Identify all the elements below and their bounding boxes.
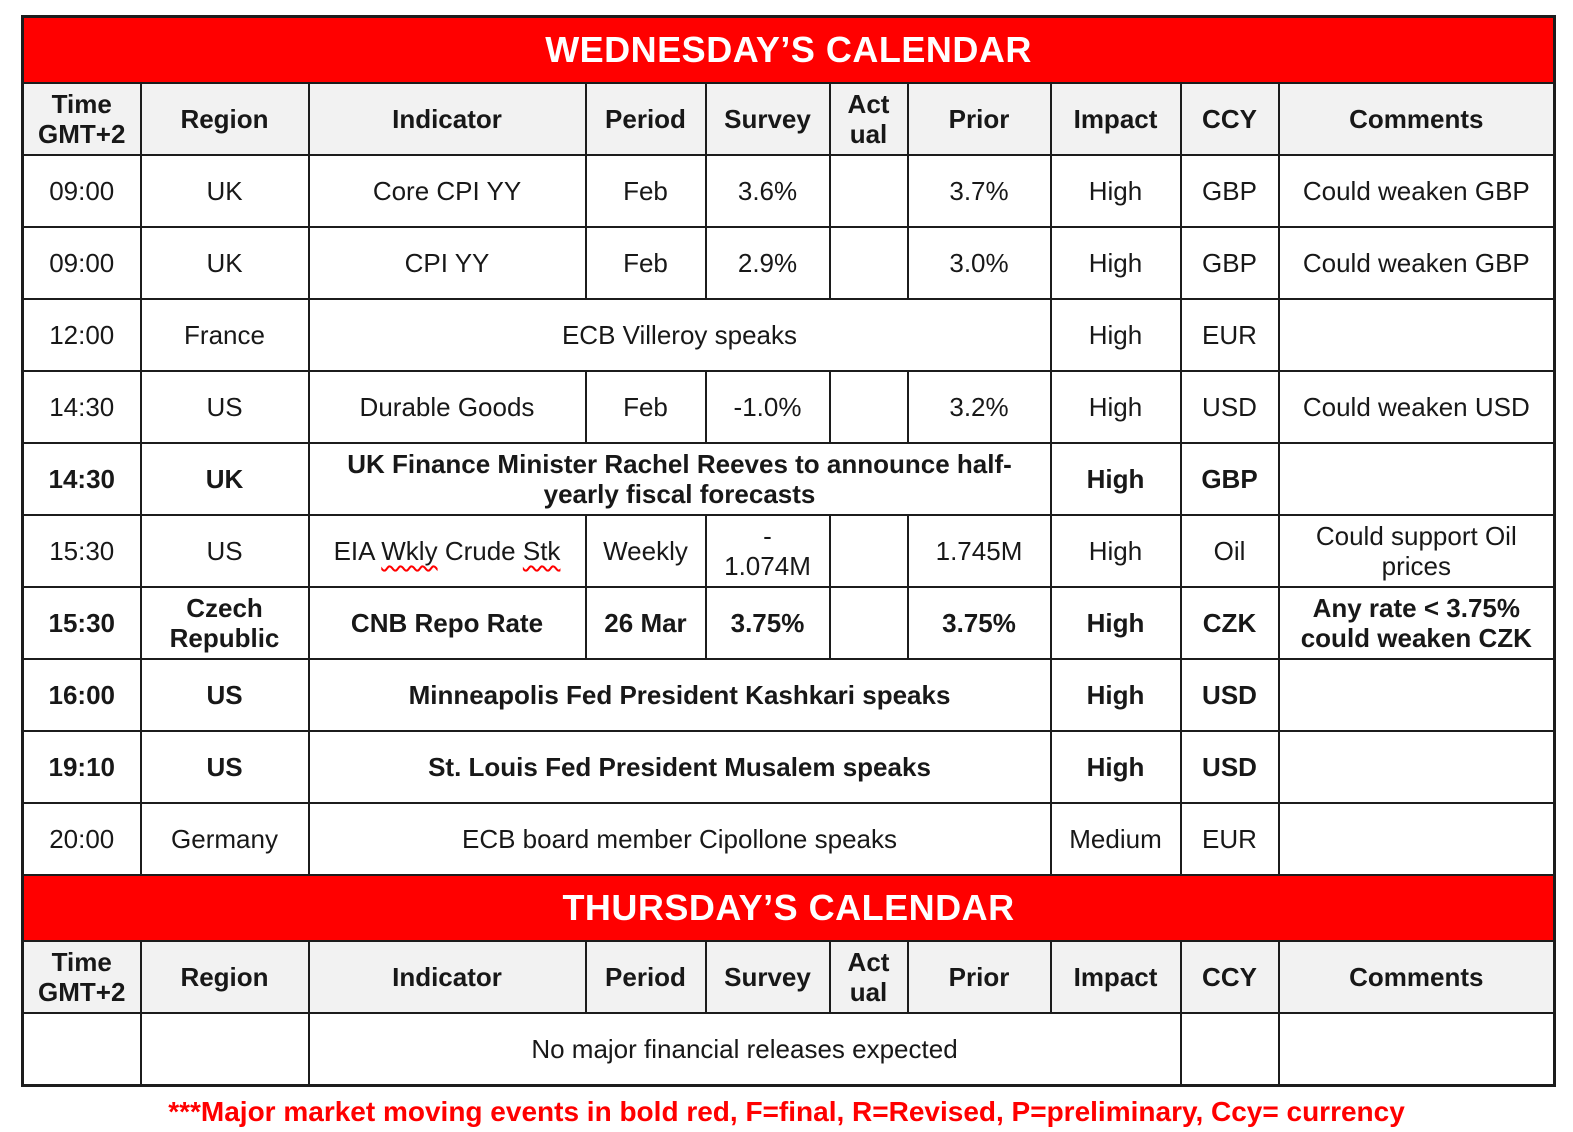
cell-time: 15:30 (23, 515, 141, 587)
cell-survey: 3.75% (706, 587, 830, 659)
thursday-row-1 (23, 1013, 1555, 1086)
cell-indicator: Durable Goods (309, 371, 586, 443)
cell-comments: Any rate < 3.75% could weaken CZK (1279, 587, 1555, 659)
cell-impact: High (1051, 659, 1181, 731)
cell-comments (1279, 803, 1555, 875)
cell-comments: Could weaken GBP (1279, 155, 1555, 227)
wednesday-row-10 (23, 803, 1555, 875)
wednesday-col-header-region: Region (141, 83, 309, 155)
cell-time: 19:10 (23, 731, 141, 803)
wednesday-row-9 (23, 731, 1555, 803)
wednesday-row-5 (23, 443, 1555, 515)
cell-time: 15:30 (23, 587, 141, 659)
wednesday-col-header-period: Period (586, 83, 706, 155)
cell-time: 16:00 (23, 659, 141, 731)
cell-comments (1279, 299, 1555, 371)
cell-region: US (141, 659, 309, 731)
cell-indicator (309, 515, 586, 587)
cell-indicator-merged: ECB Villeroy speaks (309, 299, 1051, 371)
thursday-col-header-comments: Comments (1279, 941, 1555, 1013)
cell-region: UK (141, 227, 309, 299)
cell-indicator-merged: UK Finance Minister Rachel Reeves to announce half-yearly fiscal forecasts (309, 443, 1051, 515)
cell-survey: 3.6% (706, 155, 830, 227)
cell-period: Feb (586, 155, 706, 227)
cell-impact: High (1051, 515, 1181, 587)
wednesday-banner-title: WEDNESDAY’S CALENDAR (23, 17, 1555, 84)
economic-calendar-table (21, 15, 1556, 1087)
wednesday-row-8 (23, 659, 1555, 731)
cell-indicator-merged: St. Louis Fed President Musalem speaks (309, 731, 1051, 803)
thursday-col-header-survey: Survey (706, 941, 830, 1013)
cell-comments (1279, 731, 1555, 803)
thursday-col-header-actual: Actual (830, 941, 908, 1013)
wednesday-col-header-comments: Comments (1279, 83, 1555, 155)
cell-period: 26 Mar (586, 587, 706, 659)
cell-indicator-merged: No major financial releases expected (309, 1013, 1181, 1086)
wednesday-row-7 (23, 587, 1555, 659)
cell-actual (830, 227, 908, 299)
wednesday-col-header-ccy: CCY (1181, 83, 1279, 155)
wednesday-row-1 (23, 155, 1555, 227)
wednesday-col-header-prior: Prior (908, 83, 1051, 155)
cell-time: 09:00 (23, 155, 141, 227)
wednesday-banner-row (23, 17, 1555, 84)
wednesday-row-3 (23, 299, 1555, 371)
cell-period: Feb (586, 371, 706, 443)
cell-impact: High (1051, 155, 1181, 227)
cell-comments (1279, 659, 1555, 731)
wednesday-column-header-row (23, 83, 1555, 155)
cell-time: 14:30 (23, 371, 141, 443)
cell-prior: 3.2% (908, 371, 1051, 443)
cell-time: 12:00 (23, 299, 141, 371)
cell-comments: Could weaken GBP (1279, 227, 1555, 299)
thursday-col-header-ccy: CCY (1181, 941, 1279, 1013)
cell-region (141, 1013, 309, 1086)
thursday-col-header-time: Time GMT+2 (23, 941, 141, 1013)
wednesday-col-header-impact: Impact (1051, 83, 1181, 155)
cell-period: Weekly (586, 515, 706, 587)
wednesday-row-4 (23, 371, 1555, 443)
cell-ccy (1181, 1013, 1279, 1086)
cell-time: 09:00 (23, 227, 141, 299)
cell-indicator: Core CPI YY (309, 155, 586, 227)
cell-time (23, 1013, 141, 1086)
cell-impact: High (1051, 731, 1181, 803)
cell-region: UK (141, 155, 309, 227)
cell-impact: High (1051, 587, 1181, 659)
cell-impact: Medium (1051, 803, 1181, 875)
thursday-col-header-period: Period (586, 941, 706, 1013)
cell-actual (830, 155, 908, 227)
cell-region: US (141, 371, 309, 443)
thursday-banner-title: THURSDAY’S CALENDAR (23, 875, 1555, 941)
cell-impact: High (1051, 443, 1181, 515)
cell-comments (1279, 1013, 1555, 1086)
thursday-col-header-prior: Prior (908, 941, 1051, 1013)
cell-ccy: USD (1181, 659, 1279, 731)
calendar-body (23, 17, 1555, 1086)
misspelled-word: Wkly (381, 535, 438, 566)
cell-region: Germany (141, 803, 309, 875)
wednesday-col-header-survey: Survey (706, 83, 830, 155)
cell-ccy: USD (1181, 731, 1279, 803)
cell-survey: 2.9% (706, 227, 830, 299)
cell-ccy: GBP (1181, 227, 1279, 299)
cell-actual (830, 371, 908, 443)
cell-period: Feb (586, 227, 706, 299)
cell-impact: High (1051, 371, 1181, 443)
cell-region: UK (141, 443, 309, 515)
cell-comments (1279, 443, 1555, 515)
cell-ccy: GBP (1181, 443, 1279, 515)
thursday-banner-row (23, 875, 1555, 941)
wednesday-col-header-actual: Actual (830, 83, 908, 155)
cell-comments: Could weaken USD (1279, 371, 1555, 443)
cell-impact: High (1051, 299, 1181, 371)
thursday-column-header-row (23, 941, 1555, 1013)
cell-indicator-merged: ECB board member Cipollone speaks (309, 803, 1051, 875)
cell-region: US (141, 515, 309, 587)
cell-ccy: Oil (1181, 515, 1279, 587)
text-fragment: Crude (437, 535, 523, 566)
thursday-col-header-indicator: Indicator (309, 941, 586, 1013)
cell-impact: High (1051, 227, 1181, 299)
wednesday-row-6 (23, 515, 1555, 587)
cell-region: US (141, 731, 309, 803)
cell-prior: 1.745M (908, 515, 1051, 587)
cell-ccy: USD (1181, 371, 1279, 443)
cell-indicator: CNB Repo Rate (309, 587, 586, 659)
wednesday-row-2 (23, 227, 1555, 299)
misspelled-word: Stk (522, 535, 561, 566)
wednesday-col-header-indicator: Indicator (309, 83, 586, 155)
cell-indicator: CPI YY (309, 227, 586, 299)
text-fragment: EIA (333, 535, 382, 566)
cell-survey: - 1.074M (706, 515, 830, 587)
cell-ccy: EUR (1181, 803, 1279, 875)
cell-prior: 3.75% (908, 587, 1051, 659)
cell-time: 14:30 (23, 443, 141, 515)
cell-ccy: CZK (1181, 587, 1279, 659)
cell-indicator-merged: Minneapolis Fed President Kashkari speaks (309, 659, 1051, 731)
cell-survey: -1.0% (706, 371, 830, 443)
cell-actual (830, 587, 908, 659)
thursday-col-header-region: Region (141, 941, 309, 1013)
cell-prior: 3.7% (908, 155, 1051, 227)
footnote: ***Major market moving events in bold red, F=final, R=Revised, P=preliminary, Ccy= currency (168, 1096, 1405, 1127)
cell-region: Czech Republic (141, 587, 309, 659)
wednesday-col-header-time: Time GMT+2 (23, 83, 141, 155)
cell-actual (830, 515, 908, 587)
cell-ccy: GBP (1181, 155, 1279, 227)
cell-ccy: EUR (1181, 299, 1279, 371)
cell-time: 20:00 (23, 803, 141, 875)
cell-comments: Could support Oil prices (1279, 515, 1555, 587)
cell-region: France (141, 299, 309, 371)
cell-prior: 3.0% (908, 227, 1051, 299)
thursday-col-header-impact: Impact (1051, 941, 1181, 1013)
